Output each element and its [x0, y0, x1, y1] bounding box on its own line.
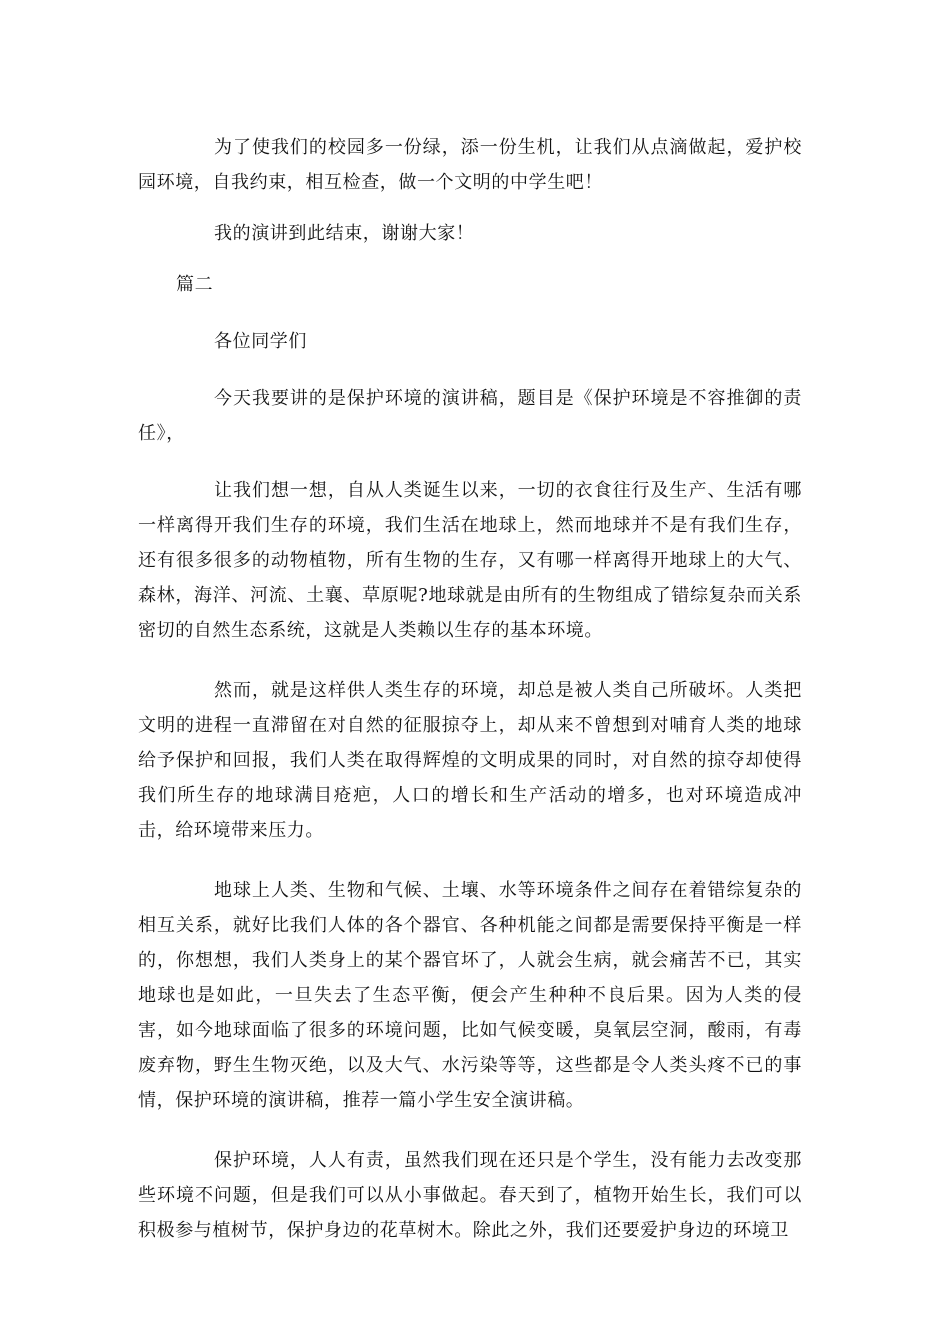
paragraph-responsibility: 保护环境，人人有责，虽然我们现在还只是个学生，没有能力去改变那些环境不问题，但是我们可以从小事做起。春天到了，植物开始生长，我们可以积极参与植树节，保护身边的花草树木。除此之外，我们还要爱护身边的环境卫: [138, 1150, 802, 1241]
section-heading: 篇二: [176, 274, 214, 295]
document-body: [138, 130, 802, 1248]
paragraph-closing-appeal: 为了使我们的校园多一份绿，添一份生机，让我们从点滴做起，爱护校园环境，自我约束，相互检查，做一个文明的中学生吧！: [138, 137, 802, 193]
paragraph-ecological-balance: 地球上人类、生物和气候、土壤、水等环境条件之间存在着错综复杂的相互关系，就好比我们人体的各个器官、各种机能之间都是需要保持平衡是一样的，你想想，我们人类身上的某个器官坏了，人就会生病，就会痛苦不已，其实地球也是如此，一旦失去了生态平衡，便会产生种种不良后果。因为人类的侵害，如今地球面临了很多的环境问题，比如气候变暖，臭氧层空洞，酸雨，有毒废弃物，野生生物灭绝，以及大气、水污染等等，这些都是令人类头疼不已的事情，保护环境的演讲稿，推荐一篇小学生安全演讲稿。: [138, 880, 802, 1111]
paragraph-environment-intro: 让我们想一想，自从人类诞生以来，一切的衣食往行及生产、生活有哪一样离得开我们生存的环境，我们生活在地球上，然而地球并不是有我们生存，还有很多很多的动物植物，所有生物的生存，又有哪一样离得开地球上的大气、森林，海洋、河流、土襄、草原呢?地球就是由所有的生物组成了错综复杂而关系密切的自然生态系统，这就是人类赖以生存的基本环境。: [138, 480, 802, 641]
paragraph-topic: 今天我要讲的是保护环境的演讲稿，题目是《保护环境是不容推御的责任》，: [138, 388, 802, 444]
paragraph-destruction: 然而，就是这样供人类生存的环境，却总是被人类自己所破坏。人类把文明的进程一直滞留在对自然的征服掠夺上，却从来不曾想到对哺育人类的地球给予保护和回报，我们人类在取得辉煌的文明成果的同时，对自然的掠夺却使得我们所生存的地球满目疮疤，人口的增长和生产活动的增多，也对环境造成冲击，给环境带来压力。: [138, 680, 802, 841]
paragraph-greeting: 各位同学们: [214, 331, 307, 352]
paragraph-thanks: 我的演讲到此结束，谢谢大家！: [214, 223, 475, 244]
